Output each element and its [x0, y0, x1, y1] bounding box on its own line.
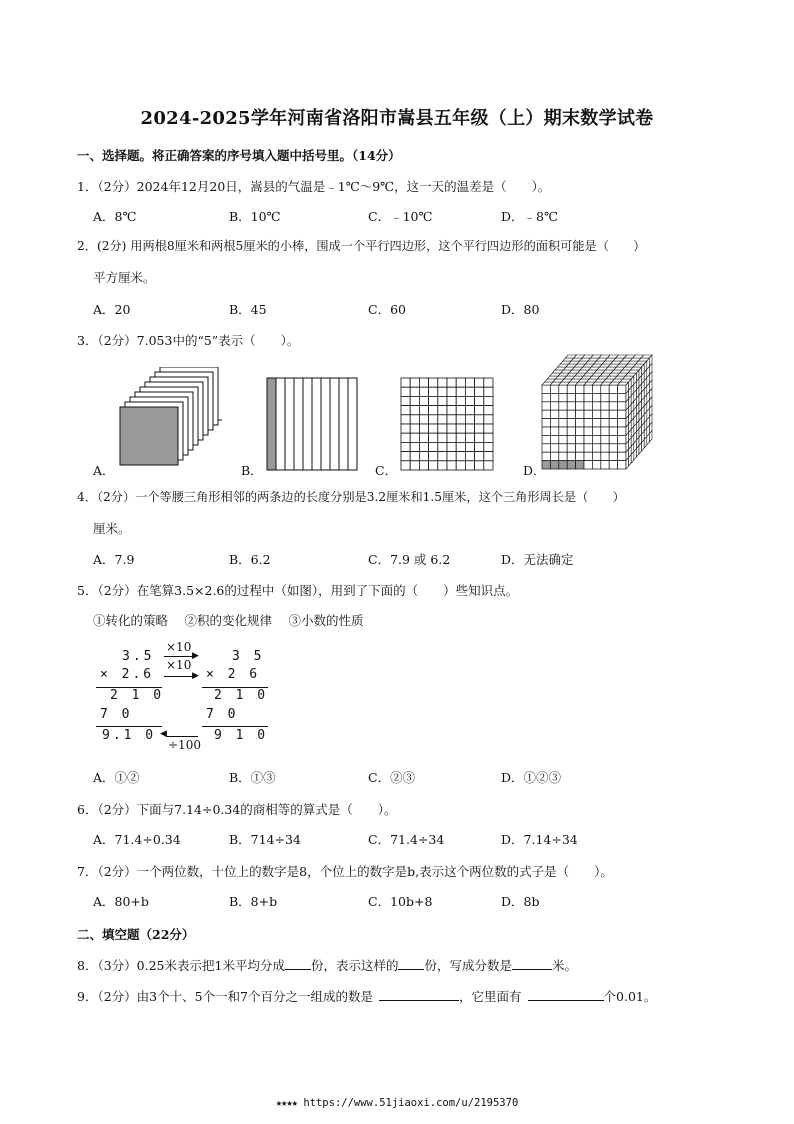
calc-left-partial-1: 2 1 0 — [110, 688, 165, 703]
q5-option-c: C．②③ — [368, 770, 416, 785]
calc-left-multiplier: × 2.6 — [100, 667, 155, 682]
q6-option-d: D．7.14÷34 — [501, 832, 578, 847]
q6-option-c: C．71.4÷34 — [368, 832, 445, 847]
question-2-line1: 2．(2分) 用两根8厘米和两根5厘米的小棒，围成一个平行四边形，这个平行四边形的面积可能是（ ） — [77, 239, 646, 253]
q7-option-d: D．8b — [501, 894, 540, 909]
q1-option-b: B．10℃ — [229, 209, 281, 224]
question-5: 5．（2分）在笔算3.5×2.6的过程中（如图），用到了下面的（ ）些知识点。 — [77, 583, 519, 598]
q5-option-d: D．①②③ — [501, 770, 562, 785]
q1-option-d: D．﹣8℃ — [501, 209, 558, 224]
question-2-line2: 平方厘米。 — [93, 270, 156, 285]
q9-blank-2[interactable] — [528, 988, 604, 1001]
q8-text-d: 米。 — [551, 958, 577, 973]
q6-option-a: A．71.4÷0.34 — [93, 832, 181, 847]
q3-figure-d-thousand-cube — [540, 353, 670, 473]
calc-left-rule-2 — [96, 726, 162, 727]
page-title: 2024-2025学年河南省洛阳市嵩县五年级（上）期末数学试卷 — [140, 108, 654, 129]
q4-option-c: C．7.9 或 6.2 — [368, 552, 451, 567]
q5-calculation-figure — [88, 640, 278, 752]
question-4-line2: 厘米。 — [93, 521, 131, 536]
q7-option-a: A．80+b — [93, 894, 149, 909]
q8-text-a: 8．（3分）0.25米表示把1米平均分成 — [77, 958, 285, 973]
q8-blank-1[interactable] — [285, 957, 311, 970]
calc-arrow-3 — [166, 736, 198, 737]
arrow-left-icon: ◀ — [160, 729, 167, 739]
page-footer — [0, 1097, 794, 1109]
arrow-right-icon: ▶ — [192, 651, 199, 661]
calc-arrow-label-2: ×10 — [166, 658, 192, 672]
footer-url[interactable]: https://www.51jiaoxi.com/u/2195370 — [303, 1097, 519, 1109]
q4-option-d: D．无法确定 — [501, 552, 574, 567]
q5-knowledge-points: ①转化的策略 ②积的变化规律 ③小数的性质 — [93, 613, 364, 628]
q2-option-a: A．20 — [93, 302, 131, 317]
q6-option-b: B．714÷34 — [229, 832, 301, 847]
q8-text-c: 份，写成分数是 — [424, 958, 512, 973]
question-6: 6．（2分）下面与7.14÷0.34的商相等的算式是（ ）。 — [77, 802, 397, 817]
arrow-right-icon: ▶ — [192, 671, 199, 681]
q5-option-b: B．①③ — [229, 770, 276, 785]
q8-text-b: 份，表示这样的 — [310, 958, 399, 973]
calc-right-rule-2 — [202, 726, 268, 727]
q3-option-d: D． — [523, 463, 546, 478]
question-1: 1．（2分）2024年12月20日，嵩县的气温是﹣1℃～9℃，这一天的温差是（ ）。 — [77, 179, 551, 194]
calc-arrow-label-1: ×10 — [166, 640, 192, 654]
q1-option-c: C．﹣10℃ — [368, 209, 433, 224]
calc-right-product: 9 1 0 — [214, 728, 269, 743]
calc-left-product: 9.1 0 — [102, 728, 157, 743]
calc-left-multiplicand: 3.5 — [122, 649, 155, 664]
calc-right-partial-1: 2 1 0 — [214, 688, 269, 703]
q5-option-a: A．①② — [93, 770, 140, 785]
q2-option-c: C．60 — [368, 302, 406, 317]
section-1-heading: 一、选择题。将正确答案的序号填入题中括号里。（14分） — [77, 148, 401, 163]
footer-stars: ★★★★ — [275, 1097, 298, 1109]
q9-text-b: ，它里面有 — [459, 989, 522, 1004]
question-4-line1: 4．（2分）一个等腰三角形相邻的两条边的长度分别是3.2厘米和1.5厘米，这个三角形周长是（ ） — [77, 490, 625, 504]
q2-option-d: D．80 — [501, 302, 540, 317]
q2-option-b: B．45 — [229, 302, 267, 317]
question-7: 7．（2分）一个两位数，十位上的数字是8，个位上的数字是b,表示这个两位数的式子是（ ）。 — [77, 864, 613, 879]
question-3: 3．（2分）7.053中的“5”表示（ ）。 — [77, 333, 300, 348]
q3-figure-c-hundred-grid — [400, 377, 495, 472]
q9-blank-1[interactable] — [379, 988, 459, 1001]
q3-option-b: B． — [241, 463, 263, 478]
calc-right-partial-2: 7 0 — [206, 707, 239, 722]
question-9 — [77, 987, 656, 1005]
section-2-heading: 二、填空题（22分） — [77, 927, 195, 942]
q3-option-c: C． — [375, 463, 398, 478]
q8-blank-2[interactable] — [398, 957, 424, 970]
q3-figure-a-stacked-squares — [118, 367, 222, 471]
q7-option-c: C．10b+8 — [368, 894, 433, 909]
q9-text-c: 个0.01。 — [603, 989, 657, 1004]
q3-figure-b-ten-strips — [266, 377, 361, 471]
question-8 — [77, 956, 577, 974]
q1-option-a: A．8℃ — [93, 209, 137, 224]
q3-option-a: A． — [93, 463, 115, 478]
q4-option-a: A．7.9 — [93, 552, 135, 567]
calc-arrow-label-3: ÷100 — [168, 738, 201, 752]
calc-right-multiplier: × 2 6 — [206, 667, 261, 682]
q9-text-a: 9．（2分）由3个十、5个一和7个百分之一组成的数是 — [77, 989, 374, 1004]
q4-option-b: B．6.2 — [229, 552, 271, 567]
calc-left-partial-2: 7 0 — [100, 707, 133, 722]
calc-right-multiplicand: 3 5 — [232, 649, 265, 664]
q7-option-b: B．8+b — [229, 894, 278, 909]
q8-blank-3[interactable] — [512, 957, 552, 970]
